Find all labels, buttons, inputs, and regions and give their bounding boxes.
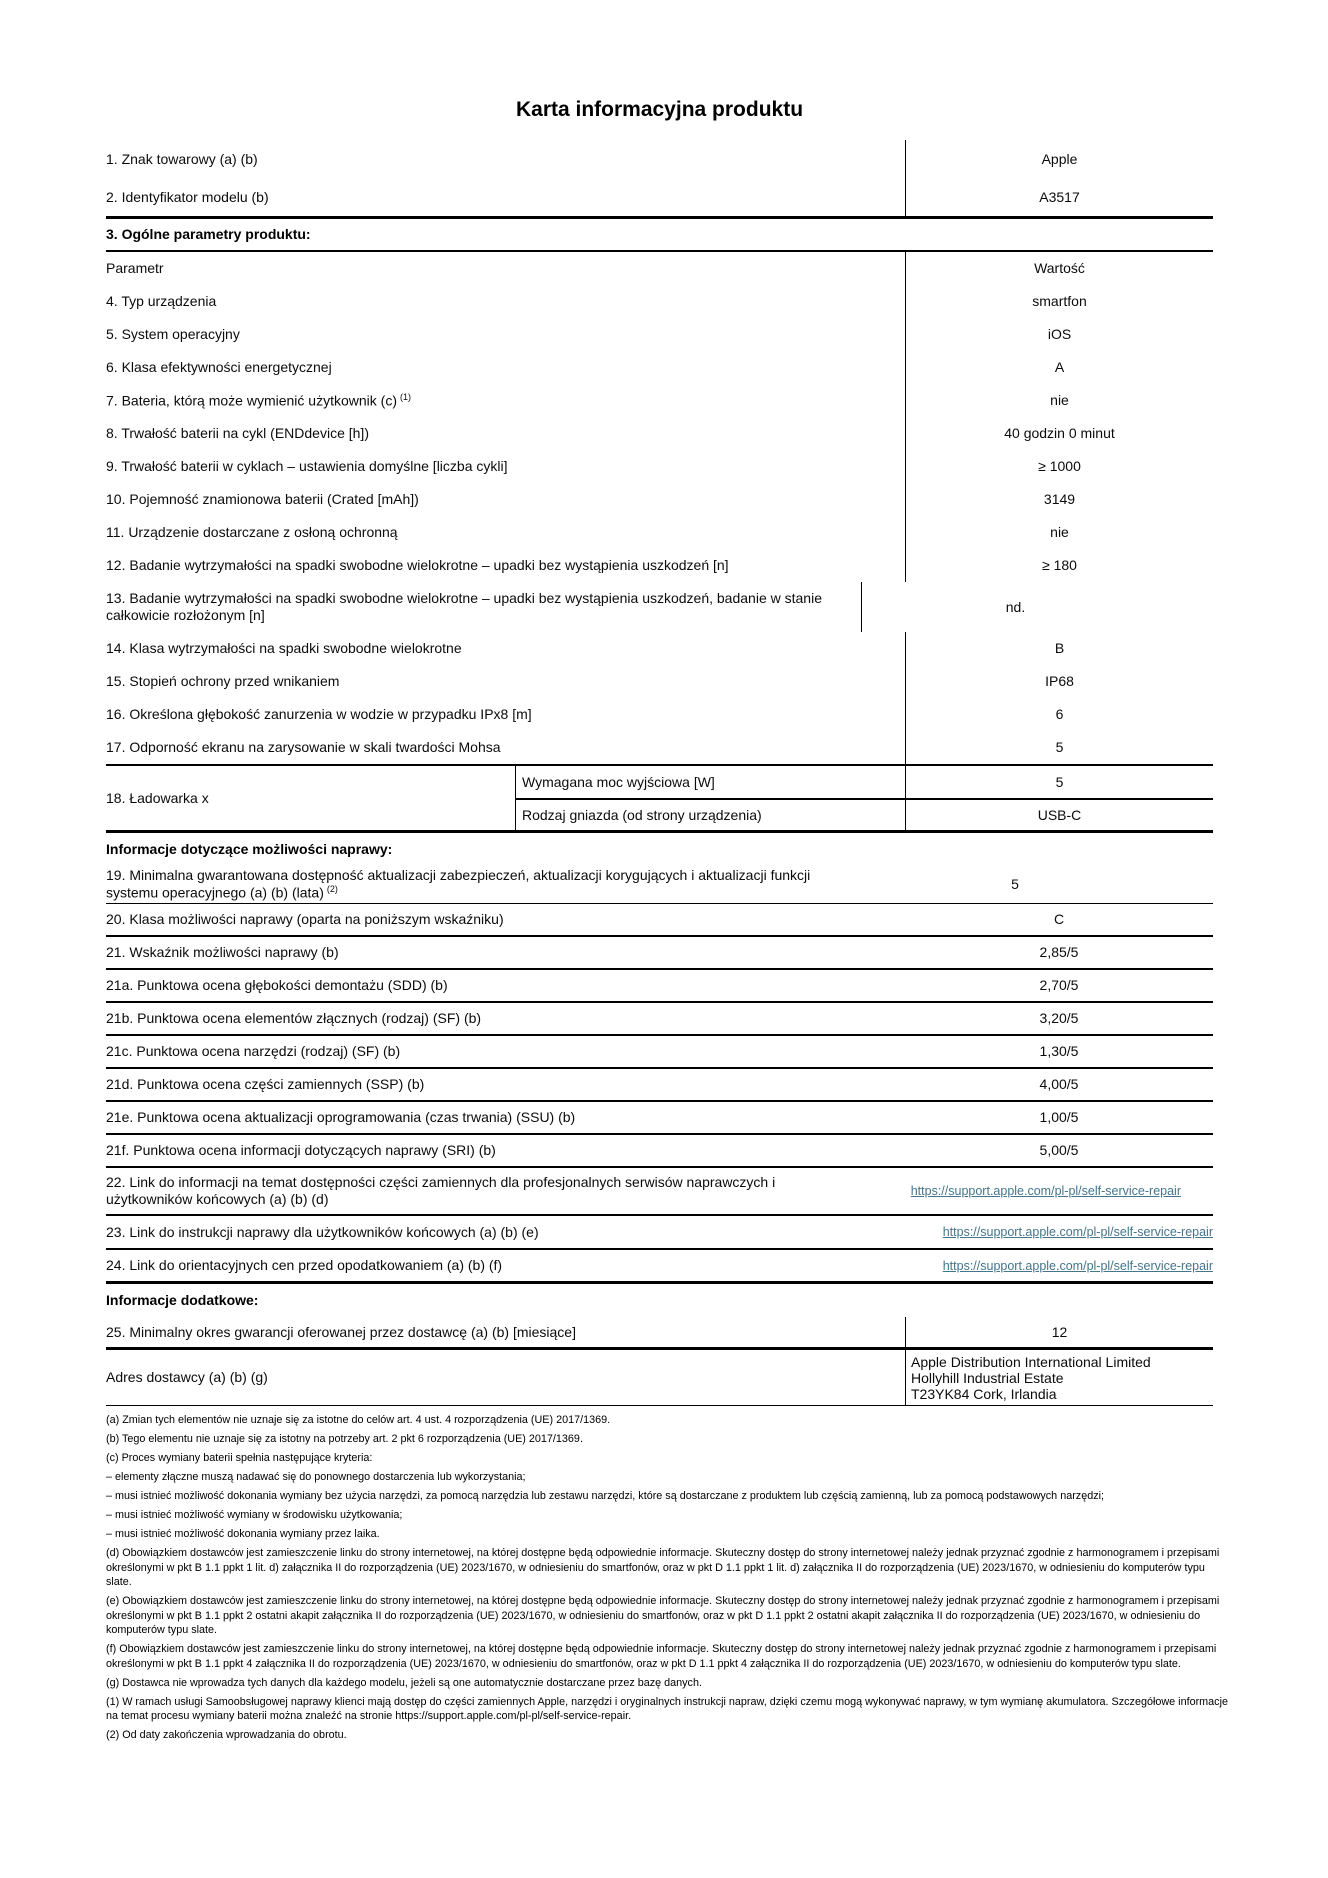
row-ingress-protection — [106, 665, 1213, 698]
spare-parts-link[interactable]: https://support.apple.com/pl-pl/self-service-repair — [910, 1184, 1181, 1199]
spare-parts-link-label: 22. Link do informacji na temat dostępności części zamiennych dla profesjonalnych serwisów naprawczych i użytkowników końcowych (a) (b) (d) — [106, 1173, 776, 1208]
section-additional-info — [106, 1284, 1213, 1317]
device-type-value: smartfon — [905, 285, 1213, 318]
energy-class-label: 6. Klasa efektywności energetycznej — [106, 359, 332, 375]
charger-nested-table — [515, 766, 1213, 830]
scratch-resistance-label: 17. Odporność ekranu na zarysowanie w skali twardości Mohsa — [106, 739, 501, 755]
os-updates-guarantee-value: 5 — [1011, 876, 1019, 892]
score-spare-parts-label: 21d. Punktowa ocena części zamiennych (SSP) (b) — [106, 1076, 425, 1092]
charger-power-row — [515, 766, 1213, 798]
row-battery-capacity — [106, 483, 1213, 516]
row-score-spare-parts — [106, 1069, 1213, 1102]
row-fall-resistance-class — [106, 632, 1213, 665]
row-pretax-prices-link — [106, 1250, 1213, 1284]
row-score-software-updates — [106, 1102, 1213, 1135]
row-score-tools — [106, 1036, 1213, 1069]
charger-label: 18. Ładowarka x — [106, 789, 209, 806]
row-user-replaceable-battery — [106, 384, 1213, 417]
pretax-prices-link[interactable]: https://support.apple.com/pl-pl/self-service-repair — [942, 1258, 1213, 1273]
score-fasteners-label: 21b. Punktowa ocena elementów złącznych (rodzaj) (SF) (b) — [106, 1010, 482, 1026]
section-repair-info-label: Informacje dotyczące możliwości naprawy: — [106, 841, 393, 857]
score-tools-label: 21c. Punktowa ocena narzędzi (rodzaj) (SF) (b) — [106, 1043, 401, 1059]
repairability-index-label: 21. Wskaźnik możliwości naprawy (b) — [106, 944, 339, 960]
footnote-c: (c) Proces wymiany baterii spełnia następujące kryteria: — [106, 1452, 373, 1465]
footnote-c-item-3: – musi istnieć możliwość wymiany w środowisku użytkowania; — [106, 1509, 403, 1522]
charger-power-label: Wymagana moc wyjściowa [W] — [515, 766, 905, 798]
score-repair-info-label: 21f. Punktowa ocena informacji dotyczących naprawy (SRI) (b) — [106, 1142, 496, 1158]
charger-power-value: 5 — [905, 766, 1213, 798]
row-protective-cover — [106, 516, 1213, 549]
battery-capacity-label: 10. Pojemność znamionowa baterii (Crated [mAh]) — [106, 491, 419, 507]
supplier-address-value — [905, 1350, 1213, 1405]
row-charger — [106, 764, 1213, 833]
device-type-label: 4. Typ urządzenia — [106, 293, 217, 309]
ingress-protection-label: 15. Stopień ochrony przed wnikaniem — [106, 673, 340, 689]
column-header-value: Wartość — [905, 252, 1213, 285]
model-id-label: 2. Identyfikator modelu (b) — [106, 188, 269, 205]
user-replaceable-battery-label: 7. Bateria, którą może wymienić użytkownik (c) $^{(1)}$ — [106, 391, 411, 409]
footnote-ref-1: (1) — [399, 391, 411, 402]
row-score-fasteners — [106, 1003, 1213, 1036]
footnote-e: (e) Obowiązkiem dostawców jest zamieszczenie linku do strony internetowej, na której dostępne będą odpowiednie informacje. Skuteczny dostęp do strony internetowej należy jednak przyznać zgodnie z harmonogramem i przepisami określonymi w pkt B 1.1 ppkt 2 ostatni akapit załącznika II do rozporządzenia (UE) 2023/1670, w odniesieniu do smartfonów, oraz w pkt D 1.1 ppkt 2 ostatni akapit załącznika II do rozporządzenia (UE) 2023/1670, w odniesieniu do komputerów typu slate. — [106, 1595, 1220, 1637]
energy-class-value: A — [905, 351, 1213, 384]
row-repair-manual-link — [106, 1216, 1213, 1250]
free-fall-test-label: 12. Badanie wytrzymałości na spadki swobodne wielokrotne – upadki bez wystąpienia uszkodzeń [n] — [106, 557, 729, 573]
warranty-label: 25. Minimalny okres gwarancji oferowanej przez dostawcę (a) (b) [miesiące] — [106, 1323, 576, 1340]
row-os-updates-guarantee — [106, 866, 1213, 904]
row-battery-endurance — [106, 417, 1213, 450]
pretax-prices-link-label: 24. Link do orientacyjnych cen przed opodatkowaniem (a) (b) (f) — [106, 1257, 503, 1273]
battery-endurance-label: 8. Trwałość baterii na cykl (ENDdevice [h]) — [106, 425, 369, 441]
supplier-address-line-3: T23YK84 Cork, Irlandia — [911, 1385, 1057, 1402]
footnote-c-item-2: – musi istnieć możliwość dokonania wymiany bez użycia narzędzi, za pomocą narzędzia lub zestawu narzędzi, które są dostarczane z produktem lub częścią zamienną, lub za pomocą podstawowych narzędzi; — [106, 1490, 1105, 1503]
free-fall-test-value: ≥ 180 — [905, 549, 1213, 582]
footnote-g: (g) Dostawca nie wprowadza tych danych dla każdego modelu, jeżeli są one automatycznie dostarczane przez bazę danych. — [106, 1676, 702, 1689]
protective-cover-label: 11. Urządzenie dostarczane z osłoną ochronną — [106, 524, 398, 540]
repair-manual-link[interactable]: https://support.apple.com/pl-pl/self-service-repair — [942, 1225, 1213, 1240]
repairability-class-value: C — [1053, 911, 1065, 927]
footnote-1: (1) W ramach usługi Samoobsługowej naprawy klienci mają dostęp do części zamiennych Apple, narzędzi i oryginalnych instrukcji napraw, dzięki czemu mogą wykonywać naprawy, w tym wymianę akumulatora. Szczegółowe informacje na temat procesu wymiany baterii można znaleźć na stronie https://support.apple.com/pl-pl/self-service-repair. — [106, 1695, 1228, 1723]
row-scratch-resistance — [106, 731, 1213, 764]
footnote-a: (a) Zmian tych elementów nie uznaje się za istotne do celów art. 4 ust. 4 rozporządzenia (UE) 2017/1369. — [106, 1414, 611, 1427]
battery-capacity-value: 3149 — [905, 483, 1213, 516]
charger-port-value: USB-C — [905, 800, 1213, 830]
score-fasteners-value: 3,20/5 — [1039, 1010, 1079, 1026]
charger-port-label: Rodzaj gniazda (od strony urządzenia) — [515, 800, 905, 830]
footnote-c-item-4: – musi istnieć możliwość dokonania wymiany przez laika. — [106, 1528, 380, 1541]
score-software-updates-value: 1,00/5 — [1039, 1109, 1079, 1125]
score-sdd-label: 21a. Punktowa ocena głębokości demontażu (SDD) (b) — [106, 977, 448, 993]
score-software-updates-label: 21e. Punktowa ocena aktualizacji oprogramowania (czas trwania) (SSU) (b) — [106, 1109, 576, 1125]
row-warranty — [106, 1317, 1213, 1350]
battery-cycles-value: ≥ 1000 — [905, 450, 1213, 483]
row-column-header — [106, 252, 1213, 285]
section-general-params-label: 3. Ogólne parametry produktu: — [106, 226, 311, 242]
footnote-2: (2) Od daty zakończenia wprowadzania do obrotu. — [106, 1729, 347, 1742]
footnote-ref-2: (2) — [326, 884, 338, 895]
row-spare-parts-link — [106, 1168, 1213, 1216]
battery-endurance-value: 40 godzin 0 minut — [905, 417, 1213, 450]
score-tools-value: 1,30/5 — [1039, 1043, 1079, 1059]
immersion-depth-label: 16. Określona głębokość zanurzenia w wodzie w przypadku IPx8 [m] — [106, 706, 532, 722]
battery-cycles-label: 9. Trwałość baterii w cyklach – ustawienia domyślne [liczba cykli] — [106, 458, 508, 474]
footnotes-block — [106, 1413, 1231, 1743]
os-updates-guarantee-label: 19. Minimalna gwarantowana dostępność aktualizacji zabezpieczeń, aktualizacji korygujących i aktualizacji funkcji systemu operacyjnego (a) (b) (lata) $^{(2)}$ — [106, 866, 811, 902]
trademark-value: Apple — [905, 140, 1213, 178]
footnote-c-item-1: – elementy złączne muszą nadawać się do ponownego dostarczenia lub wykorzystania; — [106, 1471, 526, 1484]
score-sdd-value: 2,70/5 — [1039, 977, 1079, 993]
row-trademark — [106, 140, 1213, 178]
repair-manual-link-label: 23. Link do instrukcji naprawy dla użytkowników końcowych (a) (b) (e) — [106, 1223, 539, 1240]
row-repairability-class — [106, 904, 1213, 937]
footnote-d: (d) Obowiązkiem dostawców jest zamieszczenie linku do strony internetowej, na której dostępne będą odpowiednie informacje. Skuteczny dostęp do strony internetowej należy jednak przyznać zgodnie z harmonogramem i przepisami określonymi w pkt B 1.1 ppkt 1 lit. d) załącznika II do rozporządzenia (UE) 2023/1670, w odniesieniu do smartfonów, oraz w pkt D 1.1 ppkt 1 lit. d) załącznika II do rozporządzenia (UE) 2023/1670, w odniesieniu do komputerów typu slate. — [106, 1547, 1220, 1589]
row-energy-class — [106, 351, 1213, 384]
immersion-depth-value: 6 — [905, 698, 1213, 731]
footnote-f: (f) Obowiązkiem dostawców jest zamieszczenie linku do strony internetowej, na której dostępne będą odpowiednie informacje. Skuteczny dostęp do strony internetowej należy jednak przyznać zgodnie z harmonogramem i przepisami określonymi w pkt B 1.1 ppkt 4 załącznika II do rozporządzenia (UE) 2023/1670, w odniesieniu do smartfonów, oraz w pkt D 1.1 ppkt 4 załącznika II do rozporządzenia (UE) 2023/1670, w odniesieniu do komputerów typu slate. — [106, 1643, 1217, 1670]
supplier-address-line-2: Hollyhill Industrial Estate — [911, 1369, 1064, 1386]
charger-port-row — [515, 798, 1213, 830]
row-device-type — [106, 285, 1213, 318]
row-score-repair-info — [106, 1135, 1213, 1168]
free-fall-test-unfolded-value: nd. — [861, 582, 1169, 632]
page-title: Karta informacyjna produktu — [515, 98, 804, 121]
user-replaceable-battery-value: nie — [905, 384, 1213, 417]
product-fiche-table — [106, 97, 1213, 1406]
row-score-sdd — [106, 970, 1213, 1003]
os-label: 5. System operacyjny — [106, 326, 240, 342]
supplier-address-label: Adres dostawcy (a) (b) (g) — [106, 1369, 268, 1385]
row-model-id — [106, 178, 1213, 216]
ingress-protection-value: IP68 — [905, 665, 1213, 698]
row-immersion-depth — [106, 698, 1213, 731]
row-os — [106, 318, 1213, 351]
row-free-fall-test — [106, 549, 1213, 582]
row-repairability-index — [106, 937, 1213, 970]
trademark-label: 1. Znak towarowy (a) (b) — [106, 150, 258, 167]
column-header-param: Parametr — [106, 260, 164, 276]
section-repair-info — [106, 833, 1213, 866]
row-free-fall-test-unfolded — [106, 582, 1213, 632]
scratch-resistance-value: 5 — [905, 731, 1213, 764]
score-spare-parts-value: 4,00/5 — [1039, 1076, 1079, 1092]
row-supplier-address — [106, 1350, 1213, 1406]
fall-resistance-class-value: B — [905, 632, 1213, 665]
repairability-class-label: 20. Klasa możliwości naprawy (oparta na poniższym wskaźniku) — [106, 911, 504, 927]
score-repair-info-value: 5,00/5 — [1039, 1142, 1079, 1158]
protective-cover-value: nie — [905, 516, 1213, 549]
warranty-value: 12 — [905, 1317, 1213, 1347]
supplier-address-line-1: Apple Distribution International Limited — [911, 1353, 1151, 1370]
section-general-params — [106, 219, 1213, 252]
section-additional-info-label: Informacje dodatkowe: — [106, 1292, 259, 1308]
footnote-b: (b) Tego elementu nie uznaje się za istotny na potrzeby art. 2 pkt 6 rozporządzenia (UE) 2017/1369. — [106, 1433, 583, 1446]
fall-resistance-class-label: 14. Klasa wytrzymałości na spadki swobodne wielokrotne — [106, 640, 462, 656]
model-id-value: A3517 — [905, 178, 1213, 216]
row-battery-cycles — [106, 450, 1213, 483]
repairability-index-value: 2,85/5 — [1039, 944, 1079, 960]
identity-block — [106, 140, 1213, 219]
free-fall-test-unfolded-label: 13. Badanie wytrzymałości na spadki swobodne wielokrotne – upadki bez wystąpienia uszkodzeń, badanie w stanie całkowicie rozłożonym [n] — [106, 589, 822, 624]
os-value: iOS — [905, 318, 1213, 351]
